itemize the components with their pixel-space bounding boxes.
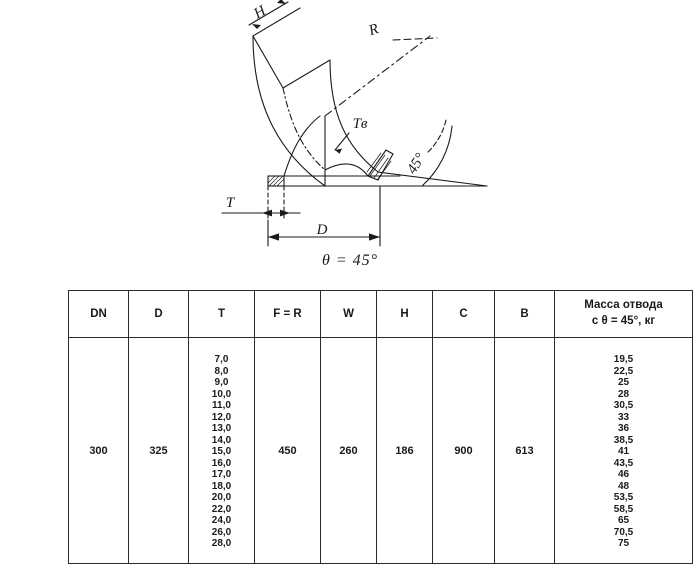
mass-value-8: 41 <box>617 446 630 458</box>
cell-t-list <box>189 338 255 564</box>
label-t: T <box>225 195 235 211</box>
t-value-3: 10,0 <box>211 388 232 400</box>
t-value-13: 22,0 <box>211 503 232 515</box>
header-t: T <box>189 291 255 338</box>
table-row <box>69 338 693 564</box>
cell-d: 325 <box>129 338 189 564</box>
label-tv: Tв <box>352 116 368 132</box>
mass-value-13: 58,5 <box>613 503 634 515</box>
label-r: R <box>366 21 381 40</box>
mass-value-12: 53,5 <box>613 492 634 504</box>
mass-value-1: 22,5 <box>613 365 634 377</box>
t-value-11: 18,0 <box>211 480 232 492</box>
header-d: D <box>129 291 189 338</box>
t-value-0: 7,0 <box>214 354 229 366</box>
mass-value-5: 33 <box>617 411 630 423</box>
label-h: H <box>251 2 269 23</box>
cell-h: 186 <box>377 338 433 564</box>
t-value-8: 15,0 <box>211 446 232 458</box>
mass-value-11: 48 <box>617 480 630 492</box>
t-value-14: 24,0 <box>211 515 232 527</box>
header-mass-line1: Масса отвода <box>584 299 663 312</box>
mass-value-9: 43,5 <box>613 457 634 469</box>
mass-value-14: 65 <box>617 515 630 527</box>
header-dn: DN <box>69 291 129 338</box>
label-angle-45: 45° <box>404 150 429 178</box>
header-mass-line2: с θ = 45°, кг <box>591 315 656 327</box>
header-b: B <box>495 291 555 338</box>
mass-value-7: 38,5 <box>613 434 634 446</box>
specification-table <box>68 290 693 564</box>
t-value-4: 11,0 <box>212 400 231 412</box>
t-value-2: 9,0 <box>214 377 229 389</box>
header-c: C <box>433 291 495 338</box>
mass-value-stack <box>555 351 692 550</box>
cell-f-r: 450 <box>255 338 321 564</box>
table-header-row <box>69 291 693 338</box>
t-value-6: 13,0 <box>211 423 232 435</box>
t-value-stack <box>189 351 254 550</box>
t-value-16: 28,0 <box>211 538 232 550</box>
mass-value-15: 70,5 <box>613 526 634 538</box>
t-value-12: 20,0 <box>211 492 232 504</box>
cell-w: 260 <box>321 338 377 564</box>
header-mass <box>555 291 693 338</box>
mass-value-2: 25 <box>617 377 630 389</box>
t-value-10: 17,0 <box>211 469 232 481</box>
mass-value-16: 75 <box>617 538 630 550</box>
header-f-r: F = R <box>255 291 321 338</box>
mass-value-6: 36 <box>617 423 630 435</box>
cell-c: 900 <box>433 338 495 564</box>
cell-mass-list <box>555 338 693 564</box>
t-value-9: 16,0 <box>211 457 232 469</box>
mass-value-4: 30,5 <box>613 400 634 412</box>
drawing-caption: θ = 45° <box>321 252 379 269</box>
t-value-7: 14,0 <box>211 434 232 446</box>
label-d: D <box>316 222 328 238</box>
mass-value-0: 19,5 <box>613 354 634 366</box>
cell-dn: 300 <box>69 338 129 564</box>
mass-value-10: 46 <box>617 469 630 481</box>
t-value-5: 12,0 <box>211 411 232 423</box>
t-value-15: 26,0 <box>211 526 232 538</box>
mass-value-3: 28 <box>617 388 630 400</box>
t-value-1: 8,0 <box>214 365 229 377</box>
header-w: W <box>321 291 377 338</box>
cell-b: 613 <box>495 338 555 564</box>
header-h: H <box>377 291 433 338</box>
